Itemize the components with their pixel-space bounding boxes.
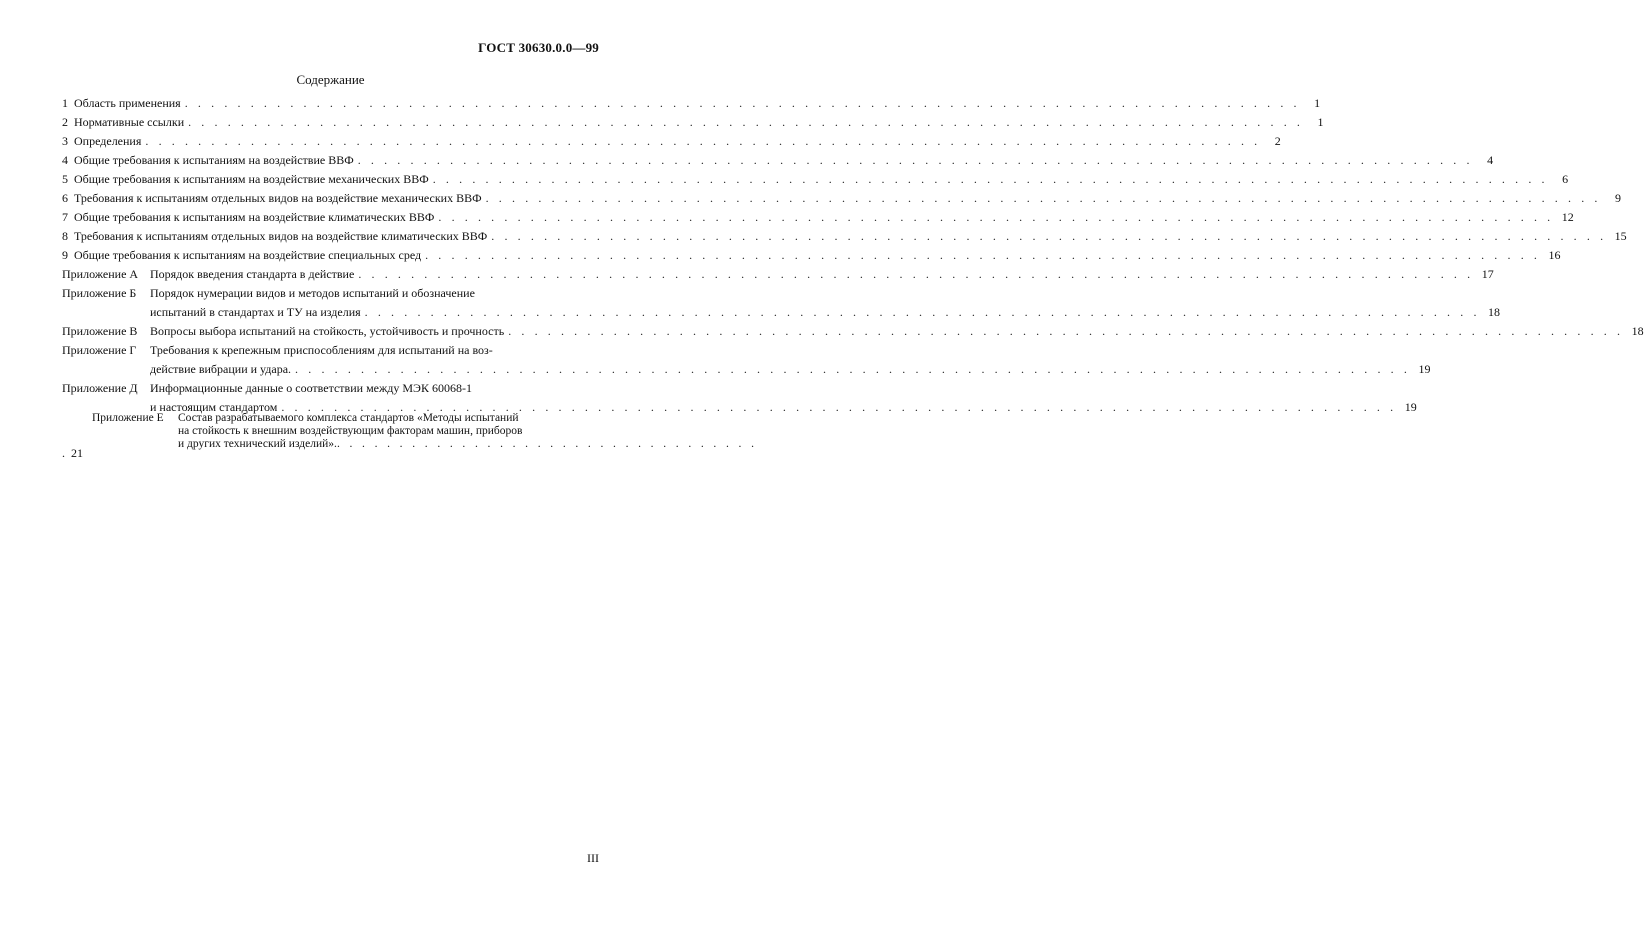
document-header: ГОСТ 30630.0.0—99 bbox=[478, 40, 599, 55]
appendix-title: Требования к крепежным приспособлениям для испытаний на воз- bbox=[150, 343, 493, 357]
page-number: III bbox=[587, 851, 599, 865]
toc-entry[interactable] bbox=[62, 170, 1569, 189]
appendix-label: Приложение Е bbox=[92, 412, 164, 424]
appendix-line bbox=[150, 322, 1644, 341]
appendix-line bbox=[150, 379, 1417, 398]
appendix-title-cont: испытаний в стандартах и ТУ на изделия bbox=[150, 305, 361, 319]
appendix-label: Приложение Г bbox=[62, 343, 137, 357]
appendix-line bbox=[150, 265, 1494, 284]
toc-entry-number: 3 bbox=[62, 134, 68, 148]
leader-dots bbox=[185, 94, 1300, 113]
toc-entry-number: 5 bbox=[62, 172, 68, 186]
appendix-label: Приложение В bbox=[62, 324, 138, 338]
toc-entry-title: Общие требования к испытаниям на воздействие климатических ВВФ bbox=[74, 210, 435, 224]
appendix-line bbox=[150, 360, 1430, 379]
toc-entry-title: Область применения bbox=[74, 96, 181, 110]
toc-entry-page: 2 bbox=[1274, 134, 1281, 148]
leader-dots bbox=[188, 113, 1303, 132]
leader-dots bbox=[486, 189, 1601, 208]
leader-dots bbox=[358, 265, 1473, 284]
appendix-e-page bbox=[62, 446, 83, 461]
leader-dots bbox=[358, 151, 1473, 170]
appendix-page: 19 bbox=[1404, 400, 1417, 414]
toc-entry[interactable] bbox=[62, 132, 1281, 151]
appendix-label: Приложение Б bbox=[62, 286, 137, 300]
toc-entry[interactable] bbox=[62, 151, 1494, 170]
leader-dots bbox=[337, 438, 757, 450]
toc-entry-page: 6 bbox=[1562, 172, 1569, 186]
toc-entry[interactable] bbox=[62, 113, 1324, 132]
toc-entry[interactable] bbox=[62, 94, 1321, 113]
toc-appendix-g[interactable] bbox=[62, 341, 1431, 379]
appendix-page: 19 bbox=[1418, 362, 1431, 376]
toc-entry-page: 16 bbox=[1548, 248, 1561, 262]
appendix-title: Порядок нумерации видов и методов испытаний и обозначение bbox=[150, 286, 475, 300]
appendix-line bbox=[150, 284, 1500, 303]
toc-entry-number: 2 bbox=[62, 115, 68, 129]
appendix-title-end: и других технический изделий». bbox=[178, 438, 337, 450]
appendix-body bbox=[150, 322, 1644, 341]
toc-entry-title: Общие требования к испытаниям на воздействие ВВФ bbox=[74, 153, 354, 167]
toc-entry-number: 8 bbox=[62, 229, 68, 243]
leader-dots bbox=[145, 132, 1260, 151]
toc-appendix-a[interactable] bbox=[62, 265, 1494, 284]
toc-entry[interactable] bbox=[62, 208, 1574, 227]
toc-entry-title: Определения bbox=[74, 134, 142, 148]
appendix-page: 18 bbox=[1631, 324, 1644, 338]
toc-entry-title: Общие требования к испытаниям на воздействие специальных сред bbox=[74, 248, 422, 262]
appendix-title-cont: действие вибрации и удара. bbox=[150, 362, 292, 376]
leader-dots bbox=[425, 246, 1540, 265]
toc-entry-number: 4 bbox=[62, 153, 68, 167]
toc-appendix-v[interactable] bbox=[62, 322, 1644, 341]
toc-entry-page: 12 bbox=[1561, 210, 1574, 224]
appendix-title-cont: и настоящим стандартом bbox=[150, 400, 278, 414]
appendix-body bbox=[150, 341, 1430, 379]
toc-entry-number: 7 bbox=[62, 210, 68, 224]
toc-title: Содержание bbox=[296, 72, 365, 87]
appendix-line bbox=[92, 438, 757, 451]
appendix-page: 17 bbox=[1481, 267, 1494, 281]
leader-dots bbox=[295, 360, 1410, 379]
leader-dots bbox=[491, 227, 1606, 246]
appendix-label: Приложение А bbox=[62, 267, 139, 281]
toc-entry[interactable] bbox=[62, 246, 1561, 265]
toc-appendix-e[interactable] bbox=[92, 412, 757, 451]
toc-entry-number: 9 bbox=[62, 248, 68, 262]
appendix-e-page-number: 21 bbox=[71, 446, 83, 460]
appendix-line bbox=[150, 303, 1500, 322]
toc-appendix-b[interactable] bbox=[62, 284, 1501, 322]
toc-entry-title: Требования к испытаниям отдельных видов на воздействие климатических ВВФ bbox=[74, 229, 488, 243]
appendix-body bbox=[150, 265, 1494, 284]
appendix-title-cont: на стойкость к внешним воздействующим факторам машин, приборов bbox=[178, 425, 523, 437]
toc-entry-page: 1 bbox=[1317, 115, 1324, 129]
table-of-contents bbox=[62, 94, 1644, 417]
toc-entry-number: 1 bbox=[62, 96, 68, 110]
appendix-title: Состав разрабатываемого комплекса стандартов «Методы испытаний bbox=[178, 412, 519, 424]
appendix-body bbox=[150, 284, 1500, 322]
leader-dots bbox=[365, 303, 1480, 322]
leader-dots bbox=[508, 322, 1623, 341]
toc-entry[interactable] bbox=[62, 227, 1627, 246]
toc-entry-title: Нормативные ссылки bbox=[74, 115, 185, 129]
appendix-title: Информационные данные о соответствии между МЭК 60068-1 bbox=[150, 381, 472, 395]
appendix-line bbox=[150, 341, 1430, 360]
toc-entry-number: 6 bbox=[62, 191, 68, 205]
page-prefix-dot: . bbox=[62, 446, 65, 460]
leader-dots bbox=[433, 170, 1548, 189]
appendix-label: Приложение Д bbox=[62, 381, 138, 395]
toc-entry-page: 9 bbox=[1615, 191, 1622, 205]
toc-entry-title: Общие требования к испытаниям на воздействие механических ВВФ bbox=[74, 172, 429, 186]
appendix-page: 18 bbox=[1488, 305, 1501, 319]
appendix-title: Порядок введения стандарта в действие bbox=[150, 267, 355, 281]
toc-entry[interactable] bbox=[62, 189, 1622, 208]
appendix-line bbox=[92, 412, 757, 425]
toc-entry-title: Требования к испытаниям отдельных видов на воздействие механических ВВФ bbox=[74, 191, 482, 205]
toc-entry-page: 4 bbox=[1487, 153, 1494, 167]
appendix-title: Вопросы выбора испытаний на стойкость, устойчивость и прочность bbox=[150, 324, 505, 338]
toc-entry-page: 1 bbox=[1314, 96, 1321, 110]
leader-dots bbox=[438, 208, 1553, 227]
toc-entry-page: 15 bbox=[1614, 229, 1627, 243]
